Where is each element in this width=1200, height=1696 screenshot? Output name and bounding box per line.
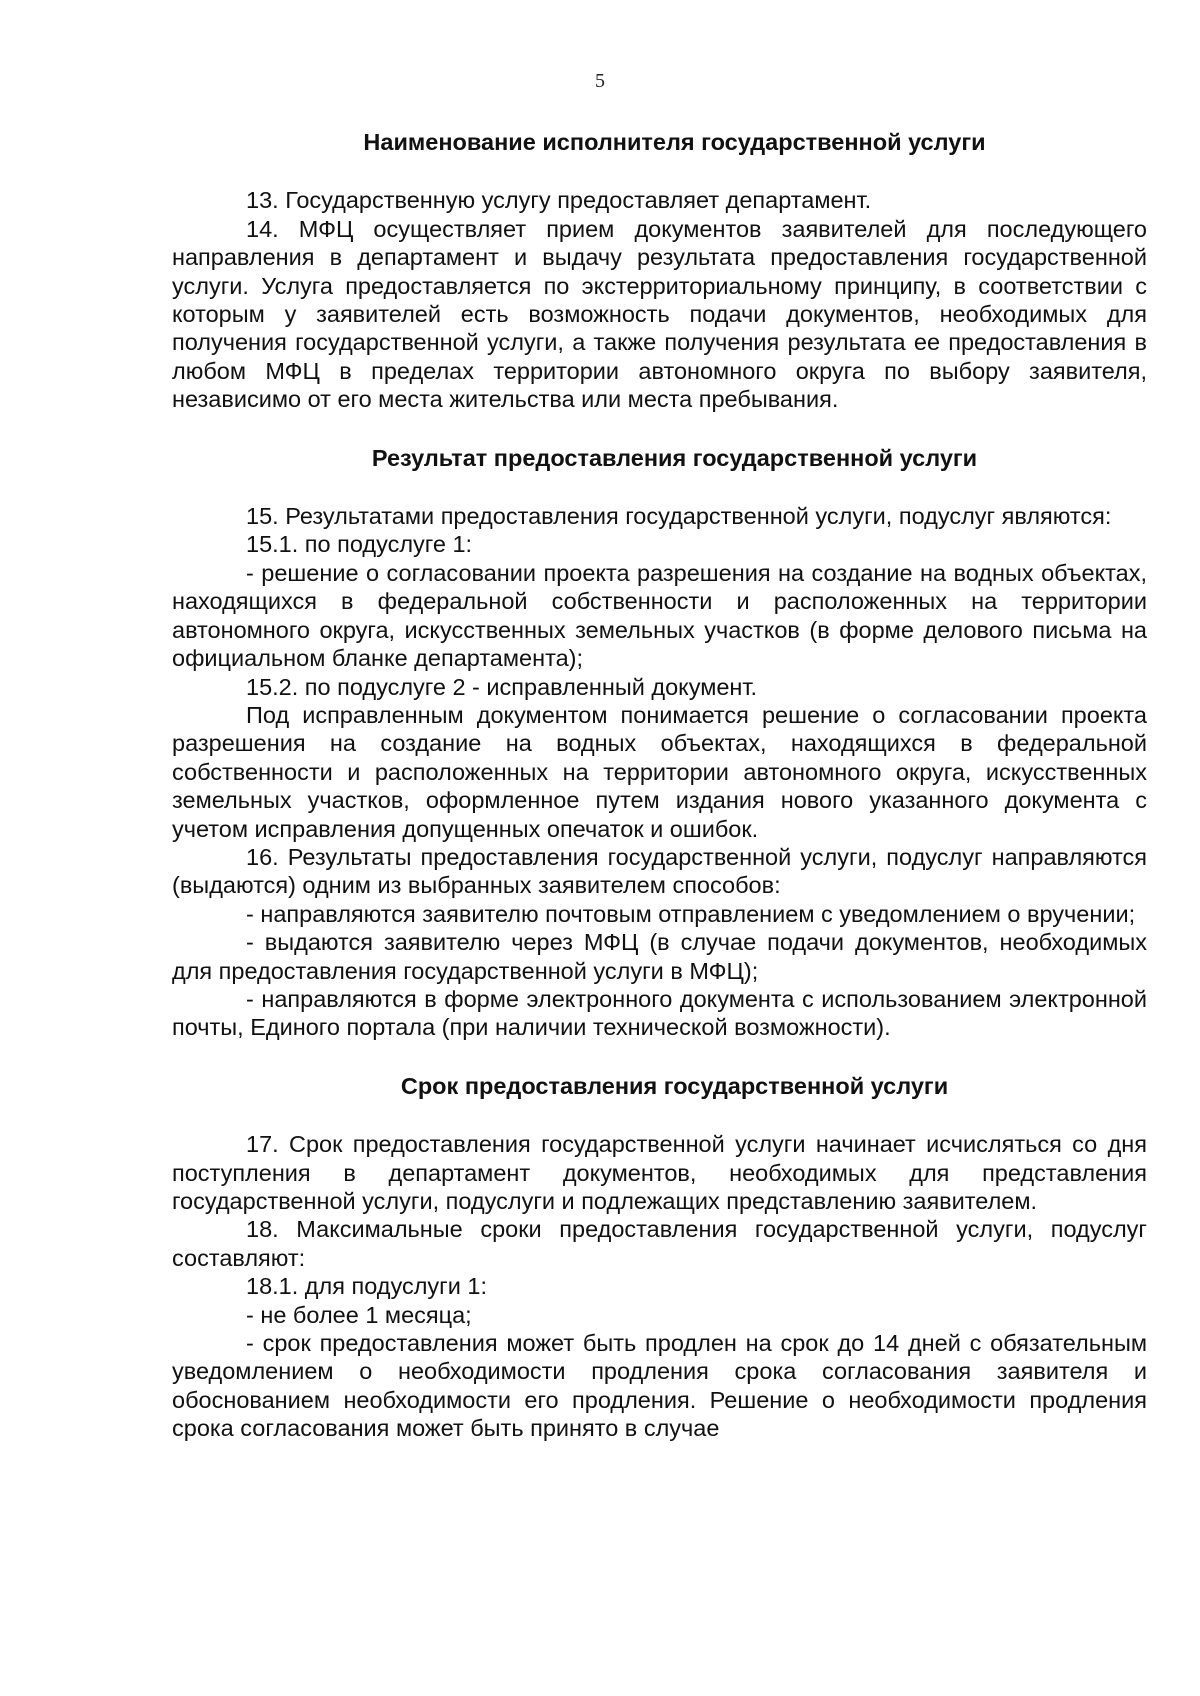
document-body [172, 128, 1147, 1443]
section-heading: Результат предоставления государственной услуги [371, 444, 978, 471]
paragraph: - направляются в форме электронного документа с использованием электронной почты, Единого портала (при наличии технической возможности). [172, 985, 1147, 1041]
paragraph: 18. Максимальные сроки предоставления государственной услуги, подуслуг составляют: [172, 1216, 1147, 1271]
paragraph: 17. Срок предоставления государственной услуги начинает исчисляться со дня поступления в департамент документов, необходимых для представления государственной услуги, подуслуги и подлежащих представлению заявителем. [172, 1131, 1147, 1214]
paragraph: 15.2. по подуслуге 2 - исправленный документ. [246, 673, 758, 700]
paragraph: 13. Государственную услугу предоставляет департамент. [246, 187, 872, 214]
paragraph: - выдаются заявителю через МФЦ (в случае подачи документов, необходимых для предоставления государственной услуги в МФЦ); [172, 929, 1147, 984]
section-heading: Срок предоставления государственной услуги [400, 1072, 949, 1099]
paragraph: 16. Результаты предоставления государственной услуги, подуслуг направляются (выдаются) одним из выбранных заявителем способов: [172, 843, 1147, 899]
paragraph: 15.1. по подуслуге 1: [246, 531, 473, 558]
paragraph: Под исправленным документом понимается решение о согласовании проекта разрешения на создание на водных объектах, находящихся в федеральной собственности и расположенных на территории автономного округа, искусственных земельных участков, оформленное путем издания нового указанного документа с учетом исправления допущенных опечаток и ошибок. [172, 701, 1147, 842]
section-heading: Наименование исполнителя государственной услуги [363, 129, 986, 155]
page-number: 5 [595, 70, 605, 92]
paragraph: 15. Результатами предоставления государственной услуги, подуслуг являются: [246, 503, 1112, 530]
paragraph: - срок предоставления может быть продлен на срок до 14 дней с обязательным уведомлением о необходимости продления срока согласования заявителя и обоснованием необходимости его продления. Решение о необходимости продления срока согласования может быть принято в случае [172, 1330, 1147, 1442]
paragraph: - направляются заявителю почтовым отправлением с уведомлением о вручении; [246, 900, 1136, 927]
paragraph: - не более 1 месяца; [246, 1301, 472, 1328]
paragraph: - решение о согласовании проекта разрешения на создание на водных объектах, находящихся в федеральной собственности и расположенных на территории автономного округа, искусственных земельных участков (в форме делового письма на официальном бланке департамента); [172, 559, 1147, 672]
paragraph: 14. МФЦ осуществляет прием документов заявителей для последующего направления в департамент и выдачу результата предоставления государственной услуги. Услуга предоставляется по экстерриториальному принципу, в соответствии с которым у заявителей есть возможность подачи документов, необходимых для получения государственной услуги, а также получения результата ее предоставления в любом МФЦ в пределах территории автономного округа по выбору заявителя, независимо от его места жительства или места пребывания. [172, 215, 1147, 413]
paragraph: 18.1. для подуслуги 1: [246, 1273, 487, 1300]
